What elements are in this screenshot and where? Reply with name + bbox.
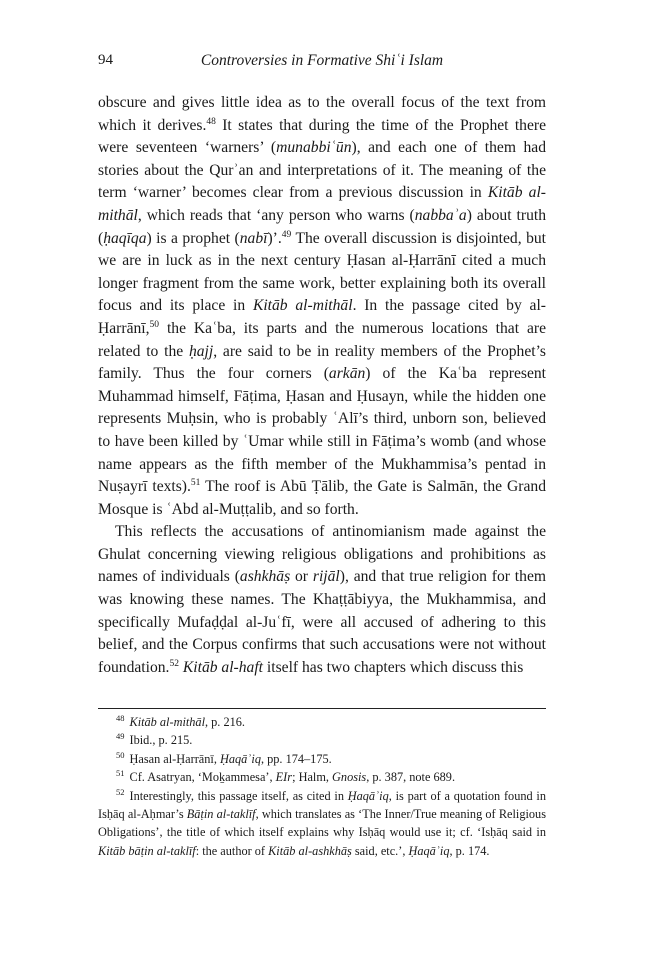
text-run: , which reads that ‘any person who warns ( bbox=[137, 206, 415, 224]
italic-term: ashkhāṣ bbox=[239, 568, 291, 586]
footnote-reference: 50 bbox=[149, 319, 160, 330]
text-run: , are said to be in reality members of the Prophet’s family. Thus the four corners ( bbox=[98, 342, 546, 383]
italic-term: Kitāb al-mithāl bbox=[98, 184, 546, 224]
footnote-divider bbox=[98, 708, 546, 709]
italic-term: Kitāb al-mithāl bbox=[129, 715, 205, 729]
footnote-52 bbox=[98, 787, 546, 861]
italic-term: Gnosis bbox=[332, 770, 367, 785]
text-run: ), and that true religion for them was knowing these names. The Khaṭṭābiyya, the Mukhammisa, and specifically Mufaḍḍal al-Juʿfī, were all accused of adhering to this belief, and the Corpus confirms that such accusations were not without foundation. bbox=[98, 568, 546, 676]
footnote-reference: 51 bbox=[190, 477, 201, 488]
text-run: Ibid., p. 215. bbox=[129, 733, 193, 748]
paragraph-2 bbox=[98, 521, 546, 679]
text-run: This reflects the accusations of antinomianism made against the Ghulat concerning viewing religious obligations and prohibitions as names of individuals ( bbox=[98, 523, 546, 586]
italic-term: rijāl bbox=[312, 568, 340, 586]
body-text bbox=[98, 92, 546, 679]
page-number: 94 bbox=[98, 52, 113, 68]
text-run: The overall discussion is disjointed, but we are in luck as in the next century Ḥasan al-Ḥarrānī cited a much longer fragment from the same work, better explaining both its overall focus and its place in bbox=[98, 229, 547, 315]
text-run: , which translates as ‘The Inner/True meaning of Religious Obligations’, the title of which itself explains why Isḥāq would use it; cf. ‘Isḥāq said in bbox=[98, 807, 546, 840]
text-run: ), and each one of them had stories about the Qurʾan and interpretations of it. The meaning of the term ‘warner’ becomes clear from a previous discussion in bbox=[98, 139, 546, 202]
text-run: said, etc.’, bbox=[351, 843, 409, 858]
italic-term: EIr bbox=[275, 770, 293, 785]
text-run: ) is a prophet ( bbox=[146, 229, 240, 247]
text-run: ) of the Kaʿba represent Muhammad himself, Fāṭima, Ḥasan and Ḥusayn, while the hidden one represents Muḥsin, who is probably ʿAlī’s third, unborn son, believed to have been killed by ʿUmar while still in Fāṭima’s womb (and whose name appears as the fifth member of the Mukhammisa’s pentad in Nuṣayrī texts). bbox=[98, 365, 546, 496]
footnote-reference: 48 bbox=[206, 116, 216, 127]
italic-term: arkān bbox=[328, 365, 366, 383]
footnote-51 bbox=[98, 768, 546, 786]
footnote-number: 51 bbox=[116, 768, 125, 779]
footnote-number: 52 bbox=[116, 786, 125, 797]
text-run: )’. bbox=[267, 229, 282, 247]
italic-term: Kitāb al-ashkhāṣ bbox=[268, 843, 352, 858]
footnote-50 bbox=[98, 750, 546, 768]
text-run: or bbox=[290, 568, 313, 586]
footnotes bbox=[98, 713, 546, 860]
italic-term: Bāṭin al-taklīf bbox=[186, 807, 256, 822]
text-run: ; Halm, bbox=[292, 770, 333, 785]
text-run: , p. 216. bbox=[205, 715, 245, 729]
text-run: , p. 174. bbox=[449, 843, 490, 858]
text-run: obscure and gives little idea as to the overall focus of the text from which it derives. bbox=[98, 94, 546, 134]
italic-term: nabī bbox=[239, 229, 268, 247]
text-run: , p. 387, note 689. bbox=[366, 770, 456, 785]
italic-term: Kitāb al-haft bbox=[182, 658, 264, 676]
text-run: . In the passage cited by al-Ḥarrānī, bbox=[98, 297, 547, 337]
text-run: The roof is Abū Ṭālib, the Gate is Salmān, the Grand Mosque is ʿAbd al-Muṭṭalib, and so forth. bbox=[98, 478, 546, 518]
text-run: Cf. Asatryan, ‘Moḵammesa’, bbox=[129, 770, 276, 785]
paragraph-1 bbox=[98, 92, 546, 521]
footnote-48 bbox=[98, 713, 546, 731]
text-run: Interestingly, this passage itself, as cited in bbox=[129, 788, 348, 803]
footnote-reference: 52 bbox=[169, 658, 179, 669]
italic-term: Ḥaqāʾiq bbox=[219, 751, 261, 766]
text-run: : the author of bbox=[195, 843, 269, 858]
text-run: , pp. 174–175. bbox=[260, 751, 332, 766]
italic-term: nabbaʾa bbox=[414, 206, 467, 224]
footnote-number: 48 bbox=[116, 712, 125, 723]
italic-term: Ḥaqāʾiq bbox=[408, 843, 450, 858]
page-header bbox=[98, 52, 546, 74]
text-run: itself has two chapters which discuss this bbox=[263, 658, 524, 676]
italic-term: Kitāb al-mithāl bbox=[252, 297, 353, 315]
italic-term: ḥaqīqa bbox=[103, 229, 147, 247]
italic-term: Kitāb bāṭin al-taklīf bbox=[98, 843, 196, 858]
text-run: ) about truth ( bbox=[98, 206, 546, 247]
italic-term: Ḥaqāʾiq bbox=[347, 788, 389, 803]
footnote-number: 49 bbox=[116, 731, 125, 742]
text-run: the Kaʿba, its parts and the numerous locations that are related to the bbox=[98, 319, 546, 360]
text-run: It states that during the time of the Prophet there were seventeen ‘warners’ ( bbox=[98, 116, 547, 157]
footnote-reference: 49 bbox=[281, 229, 292, 240]
italic-term: ḥajj bbox=[188, 342, 214, 360]
text-run: Ḥasan al-Ḥarrānī, bbox=[129, 751, 220, 766]
running-title: Controversies in Formative Shiʿi Islam bbox=[200, 52, 444, 69]
italic-term: munabbiʿūn bbox=[276, 139, 352, 157]
footnote-number: 50 bbox=[116, 749, 125, 760]
text-run: , is part of a quotation found in Isḥāq al-Aḥmar’s bbox=[98, 788, 546, 822]
footnote-49 bbox=[98, 731, 546, 749]
